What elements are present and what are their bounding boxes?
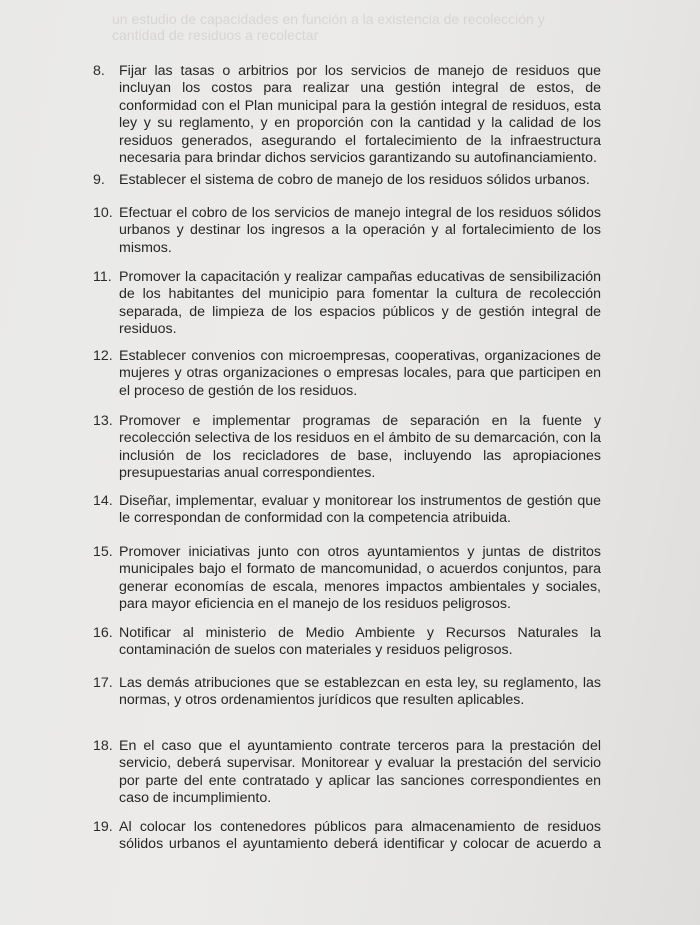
item-text: Diseñar, implementar, evaluar y monitorear los instrumentos de gestión que le correspondan de conformidad con la competencia atribuida. bbox=[119, 493, 601, 527]
item-number: 17. bbox=[93, 675, 113, 691]
item-text: Promover e implementar programas de separación en la fuente y recolección selectiva de los residuos en el ámbito de su demarcación, con la inclusión de los recicladores de base, incluyendo las apropiaciones presupuestarias anual correspondientes. bbox=[119, 413, 601, 482]
item-text: Efectuar el cobro de los servicios de manejo integral de los residuos sólidos urbanos y destinar los ingresos a la operación y al fortalecimiento de los mismos. bbox=[119, 205, 601, 256]
item-text: Fijar las tasas o arbitrios por los servicios de manejo de residuos que incluyan los costos para realizar una gestión integral de estos, de conformidad con el Plan municipal para la gestión integral de residuos, esta ley y su reglamento, y en proporción con la cantidad y la calidad de los residuos generados, asegurando el fortalecimiento de la infraestructura necesaria para brindar dichos servicios garantizando su autofinanciamiento. bbox=[119, 63, 601, 167]
item-text: Promover iniciativas junto con otros ayuntamientos y juntas de distritos municipales bajo el formato de mancomunidad, o acuerdos conjuntos, para generar economías de escala, menores impactos ambientales y sociales, para mayor eficiencia en el manejo de los residuos peligrosos. bbox=[119, 544, 601, 613]
item-number: 12. bbox=[93, 348, 113, 364]
item-text: En el caso que el ayuntamiento contrate terceros para la prestación del servicio, deberá supervisar. Monitorear y evaluar la prestación del servicio por parte del ente contratado y aplicar las sanciones correspondientes en caso de incumplimiento. bbox=[119, 738, 601, 807]
item-text: Promover la capacitación y realizar campañas educativas de sensibilización de los habitantes del municipio para fomentar la cultura de recolección separada, de limpieza de los espacios públicos y de gestión integral de residuos. bbox=[119, 269, 601, 338]
item-number: 19. bbox=[93, 819, 113, 835]
item-text: Establecer el sistema de cobro de manejo de los residuos sólidos urbanos. bbox=[119, 172, 590, 188]
item-number: 9. bbox=[93, 172, 105, 188]
item-number: 8. bbox=[93, 63, 105, 79]
item-text: Las demás atribuciones que se establezcan en esta ley, su reglamento, las normas, y otros ordenamientos jurídicos que resulten aplicables. bbox=[119, 675, 601, 709]
item-text: Establecer convenios con microempresas, cooperativas, organizaciones de mujeres y otras organizaciones o empresas locales, para que participen en el proceso de gestión de los residuos. bbox=[119, 348, 601, 399]
item-number: 15. bbox=[93, 544, 113, 560]
item-number: 10. bbox=[93, 205, 113, 221]
item-number: 13. bbox=[93, 413, 113, 429]
bleed-through-text: un estudio de capacidades en función a la existencia de recolección y bbox=[112, 11, 545, 27]
item-text: Notificar al ministerio de Medio Ambiente y Recursos Naturales la contaminación de suelos con materiales y residuos peligrosos. bbox=[119, 625, 601, 659]
item-number: 14. bbox=[93, 493, 113, 509]
item-number: 18. bbox=[93, 738, 113, 754]
bleed-through-text: cantidad de residuos a recolectar bbox=[112, 27, 319, 43]
item-number: 16. bbox=[93, 625, 113, 641]
item-number: 11. bbox=[93, 269, 112, 285]
item-text: Al colocar los contenedores públicos para almacenamiento de residuos sólidos urbanos el ayuntamiento deberá identificar y colocar de acuerdo a bbox=[119, 819, 601, 853]
